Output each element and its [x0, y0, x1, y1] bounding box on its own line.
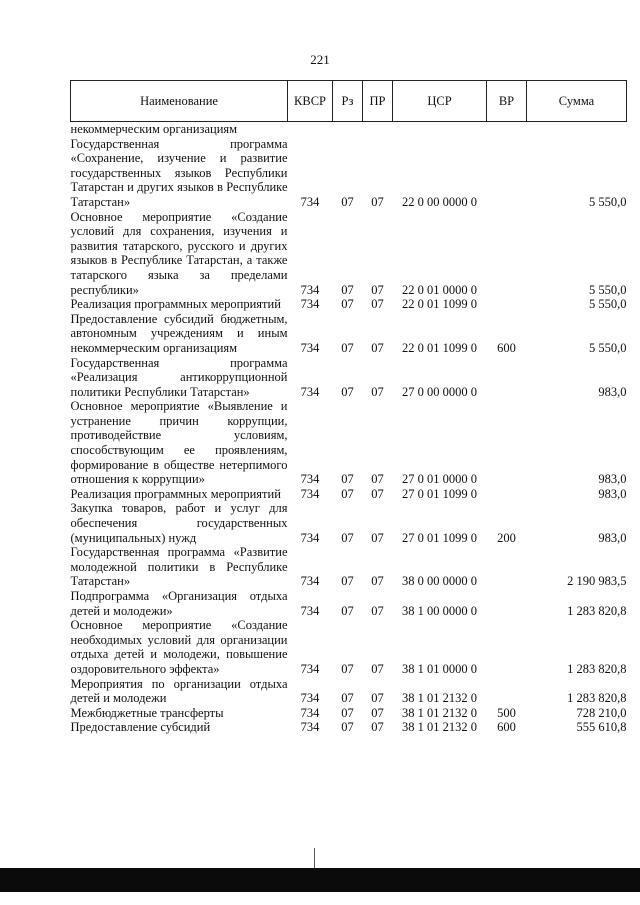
cell-rz: 07 [341, 705, 354, 720]
cell-name: Закупка товаров, работ и услуг для обеспечения государственных (муниципальных) нужд [70, 501, 288, 545]
cell-vr [487, 677, 527, 706]
cell-name: Предоставление субсидий [70, 720, 211, 735]
cell-sum: 983,0 [598, 530, 627, 545]
cell-rz: 07 [341, 720, 354, 735]
cell-sum: 2 190 983,5 [567, 574, 627, 589]
scan-artifact-line [314, 848, 315, 868]
cell-kvsr: 734 [300, 384, 320, 399]
cell-csr: 38 1 00 0000 0 [402, 603, 477, 618]
cell-kvsr: 734 [300, 340, 320, 355]
cell-name: Реализация программных мероприятий [70, 297, 281, 312]
cell-vr [487, 399, 527, 487]
cell-sum: 5 550,0 [589, 194, 627, 209]
table-row [71, 677, 627, 706]
cell-kvsr: 734 [300, 691, 320, 706]
cell-name: Межбюджетные трансферты [70, 705, 224, 720]
cell-pr: 07 [371, 384, 384, 399]
cell-csr: 38 1 01 2132 0 [402, 691, 477, 706]
cell-vr: 600 [497, 720, 516, 735]
cell-name: Предоставление субсидий бюджетным, автономным учреждениям и иным некоммерческим организациям [70, 311, 288, 355]
cell-rz: 07 [341, 472, 354, 487]
cell-vr [487, 618, 527, 676]
column-header-name: Наименование [71, 81, 288, 122]
cell-kvsr: 734 [300, 530, 320, 545]
cell-rz: 07 [341, 282, 354, 297]
cell-vr [487, 545, 527, 589]
cell-pr: 07 [371, 486, 384, 501]
cell-kvsr: 734 [300, 603, 320, 618]
column-header-rz: Рз [333, 81, 363, 122]
cell-csr: 27 0 01 1099 0 [402, 486, 477, 501]
cell-sum: 1 283 820,8 [567, 661, 627, 676]
cell-csr: 38 1 01 0000 0 [402, 661, 477, 676]
cell-name: Основное мероприятие «Создание необходимых условий для организации отдыха детей и молодежи, повышение оздоровительного эффекта» [70, 618, 288, 676]
cell-kvsr: 734 [300, 282, 320, 297]
cell-pr: 07 [371, 194, 384, 209]
cell-rz: 07 [341, 574, 354, 589]
cell-kvsr: 734 [300, 574, 320, 589]
cell-kvsr: 734 [300, 486, 320, 501]
cell-pr: 07 [371, 530, 384, 545]
cell-sum: 5 550,0 [589, 340, 627, 355]
cell-kvsr: 734 [300, 194, 320, 209]
cell-csr [393, 122, 487, 137]
cell-rz: 07 [341, 486, 354, 501]
cell-vr [487, 210, 527, 298]
cell-vr: 500 [497, 705, 516, 720]
cell-pr: 07 [371, 340, 384, 355]
cell-csr: 22 0 01 1099 0 [402, 340, 477, 355]
cell-rz: 07 [341, 603, 354, 618]
cell-csr: 22 0 01 0000 0 [402, 282, 477, 297]
table-row [71, 137, 627, 210]
cell-rz: 07 [341, 530, 354, 545]
cell-sum: 1 283 820,8 [567, 691, 627, 706]
cell-sum: 1 283 820,8 [567, 603, 627, 618]
cell-name: Основное мероприятие «Создание условий для сохранения, изучения и развития татарского, русского и других языков в Республике Татарстан, а также татарского языка за пределами республики» [70, 209, 288, 297]
cell-name: Подпрограмма «Организация отдыха детей и молодежи» [70, 589, 288, 618]
cell-csr: 38 0 00 0000 0 [402, 574, 477, 589]
table-row [71, 297, 627, 312]
cell-csr: 27 0 01 0000 0 [402, 472, 477, 487]
column-header-sum: Сумма [527, 81, 627, 122]
cell-vr [487, 356, 527, 400]
cell-rz: 07 [341, 340, 354, 355]
cell-pr: 07 [371, 282, 384, 297]
table-row [71, 501, 627, 545]
cell-sum: 983,0 [598, 486, 627, 501]
table-row [71, 210, 627, 298]
cell-rz: 07 [341, 194, 354, 209]
table-row [71, 706, 627, 721]
cell-kvsr: 734 [300, 720, 320, 735]
cell-vr [487, 137, 527, 210]
cell-pr: 07 [371, 661, 384, 676]
column-header-vr: ВР [487, 81, 527, 122]
cell-kvsr [288, 122, 333, 137]
cell-csr: 38 1 01 2132 0 [402, 705, 477, 720]
cell-sum [527, 122, 627, 137]
table-row [71, 589, 627, 618]
cell-pr: 07 [371, 705, 384, 720]
cell-rz: 07 [341, 297, 354, 312]
cell-pr [363, 122, 393, 137]
column-header-pr: ПР [363, 81, 393, 122]
table-row [71, 122, 627, 137]
column-header-kvsr: КВСР [288, 81, 333, 122]
cell-csr: 22 0 01 1099 0 [402, 297, 477, 312]
cell-kvsr: 734 [300, 661, 320, 676]
cell-sum: 555 610,8 [576, 720, 627, 735]
cell-kvsr: 734 [300, 297, 320, 312]
cell-sum: 728 210,0 [576, 705, 627, 720]
budget-table [70, 80, 627, 735]
cell-vr [487, 487, 527, 502]
cell-vr [487, 122, 527, 137]
cell-name: Государственная программа «Реализация антикоррупционной политики Республики Татарстан» [70, 355, 288, 399]
cell-vr [487, 297, 527, 312]
cell-rz: 07 [341, 691, 354, 706]
table-row [71, 487, 627, 502]
cell-pr: 07 [371, 297, 384, 312]
cell-rz: 07 [341, 384, 354, 399]
table-header-row [71, 81, 627, 122]
table-row [71, 356, 627, 400]
table-row [71, 399, 627, 487]
cell-sum: 5 550,0 [589, 282, 627, 297]
table-row [71, 720, 627, 735]
cell-csr: 27 0 00 0000 0 [402, 384, 477, 399]
cell-name: Государственная программа «Сохранение, изучение и развитие государственных языков Республики Татарстан и других языков в Республике Татарстан» [70, 136, 288, 209]
budget-table-container [70, 80, 626, 735]
cell-pr: 07 [371, 720, 384, 735]
cell-csr: 38 1 01 2132 0 [402, 720, 477, 735]
cell-name: Реализация программных мероприятий [70, 486, 281, 501]
cell-rz: 07 [341, 661, 354, 676]
table-row [71, 312, 627, 356]
cell-sum: 983,0 [598, 472, 627, 487]
cell-rz [333, 122, 363, 137]
cell-pr: 07 [371, 603, 384, 618]
cell-csr: 22 0 00 0000 0 [402, 194, 477, 209]
cell-name: Основное мероприятие «Выявление и устранение причин коррупции, противодействие условиям, способствующим ее проявлениям, формирование в обществе нетерпимого отношения к коррупции» [70, 399, 288, 487]
table-row [71, 545, 627, 589]
cell-name: некоммерческим организациям [70, 122, 238, 136]
scan-bottom-border [0, 868, 640, 892]
column-header-csr: ЦСР [393, 81, 487, 122]
cell-name: Мероприятия по организации отдыха детей и молодежи [70, 676, 288, 706]
cell-kvsr: 734 [300, 472, 320, 487]
cell-pr: 07 [371, 574, 384, 589]
cell-sum: 5 550,0 [589, 297, 627, 312]
cell-csr: 27 0 01 1099 0 [402, 530, 477, 545]
page-number: 221 [310, 52, 330, 67]
cell-kvsr: 734 [300, 705, 320, 720]
cell-vr [487, 589, 527, 618]
cell-pr: 07 [371, 472, 384, 487]
cell-vr: 600 [497, 340, 516, 355]
cell-sum: 983,0 [598, 384, 627, 399]
table-row [71, 618, 627, 676]
cell-vr: 200 [497, 530, 516, 545]
cell-name: Государственная программа «Развитие молодежной политики в Республике Татарстан» [70, 545, 288, 589]
cell-pr: 07 [371, 691, 384, 706]
